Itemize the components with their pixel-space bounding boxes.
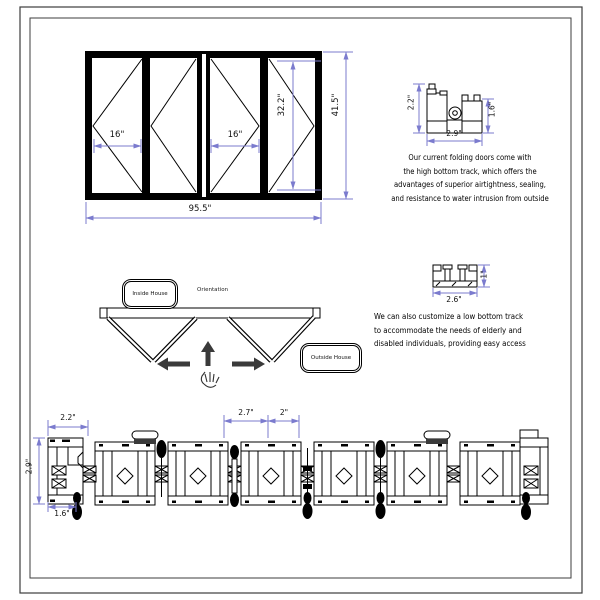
- desc-line: to accommodate the needs of elderly and: [374, 325, 522, 335]
- desc-line: the high bottom track, which offers the: [403, 166, 537, 176]
- inside-house-badge: [122, 279, 178, 309]
- cross-section: [33, 415, 548, 520]
- plan-view: [100, 308, 320, 387]
- dim-hightrack-width: 2.9": [446, 129, 462, 138]
- dim-panel4-height: 32.2": [277, 93, 287, 117]
- dim-panel3-width: 16": [227, 130, 243, 140]
- dim-xsec-frame-width: 2.2": [60, 413, 76, 422]
- dim-xsec-frame-bottom: 1.6": [54, 509, 70, 518]
- open-up-arrow-icon: [201, 341, 215, 366]
- folded-panels: [108, 317, 314, 361]
- high-track-description: [383, 151, 556, 205]
- dim-total-height: 41.5": [331, 93, 341, 117]
- meeting-stile: [202, 54, 207, 198]
- outside-house-label: Outside House: [310, 355, 352, 361]
- handle-cap-right: [424, 431, 450, 444]
- handle-cap-left: [132, 431, 158, 444]
- dim-xsec-stile: 2.7": [238, 408, 254, 417]
- dim-xsec-frame-depth: 2.9": [24, 458, 34, 475]
- dim-lowtrack-height: 1": [479, 270, 489, 279]
- dim-xsec-gap: 2": [279, 408, 289, 417]
- fold-left-arrow-icon: [157, 358, 190, 371]
- dim-hightrack-left-height: 2.2": [406, 94, 416, 111]
- dim-total-width: 95.5": [188, 204, 212, 214]
- dim-lowtrack-width: 2.6": [446, 295, 462, 304]
- desc-line: Our current folding doors come with: [408, 153, 532, 162]
- desc-line: disabled individuals, providing easy access: [374, 339, 526, 348]
- fold-right-arrow-icon: [232, 358, 265, 371]
- dim-hightrack-right-height: 1.6": [487, 101, 497, 118]
- low-track-description: [374, 310, 550, 351]
- desc-line: and resistance to water intrusion from outside: [391, 193, 549, 203]
- desc-line: We can also customize a low bottom track: [374, 312, 524, 321]
- dim-panel1-width: 16": [109, 130, 125, 140]
- hand-icon: [201, 372, 219, 387]
- inside-house-label: Inside House: [132, 291, 168, 297]
- desc-line: advantages of superior airtightness, sealing,: [394, 180, 546, 189]
- outside-house-badge: [300, 343, 362, 373]
- track-bar: [100, 308, 320, 318]
- orientation-label: Orientation: [197, 287, 229, 293]
